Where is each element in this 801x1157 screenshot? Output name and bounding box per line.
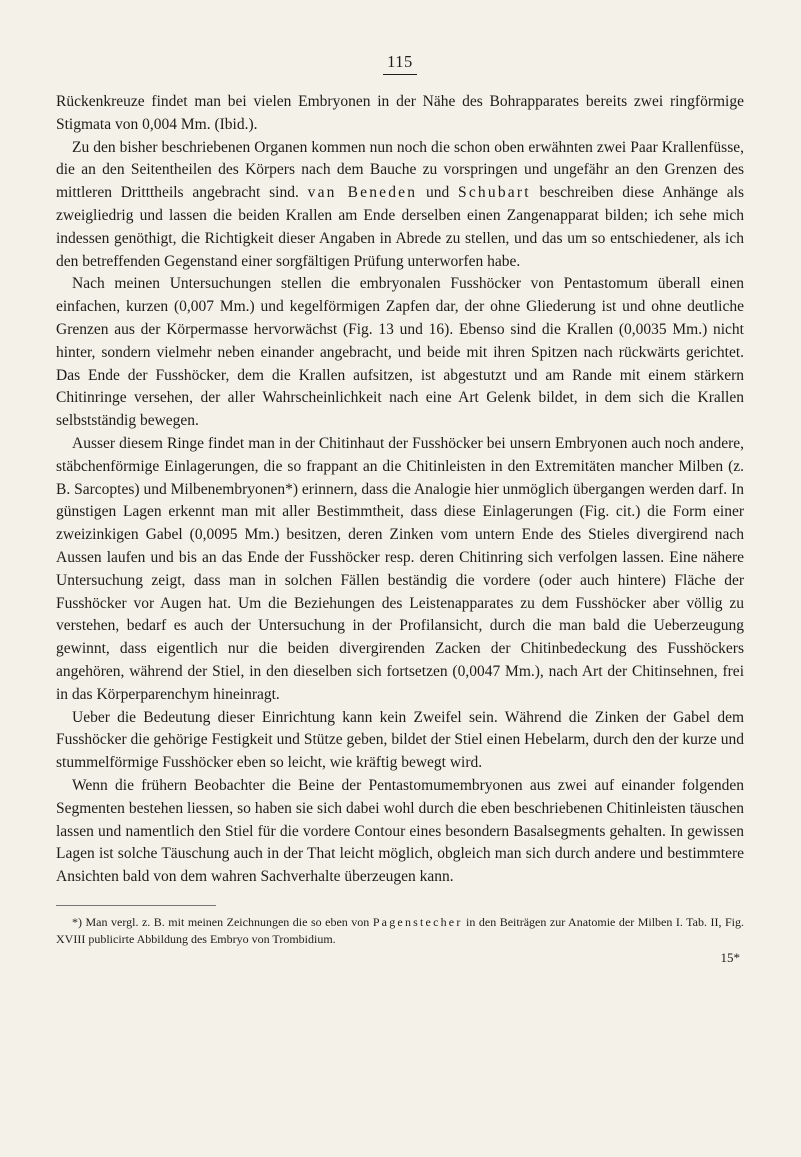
- page-number: 115: [56, 52, 744, 75]
- paragraph-4: Ausser diesem Ringe findet man in der Chitinhaut der Fusshöcker bei unsern Embryonen auch noch andere, stäbchenförmige Einlagerungen, die so frappant an die Chitinleisten in den Extremitäten mancher Milben (z. B. Sarcoptes) und Milbenembryonen*) erinnern, dass die Analogie hier unmöglich übergangen werden darf. In günstigen Lagen erkennt man mit aller Bestimmtheit, dass diese Einlagerungen (Fig. cit.) die Form einer zweizinkigen Gabel (0,0095 Mm.) besitzen, deren Zinken vom untern Ende des Stieles divergirend nach Aussen laufen und bis an das Ende der Fusshöcker resp. deren Chitinring sich verfolgen lassen. Eine nähere Untersuchung zeigt, dass man in solchen Fällen beständig die vordere (oder auch hintere) Fläche der Fusshöcker vor Augen hat. Um die Beziehungen des Leistenapparates zu dem Fusshöcker aber völlig zu verstehen, bedarf es auch der Untersuchung in der Profilansicht, durch die man bald die Ueberzeugung gewinnt, dass eigentlich nur die beiden divergirenden Zacken der Chitinbedeckung des Fusshöckers angehören, während der Stiel, in den dieselben sich fortsetzen (0,0047 Mm.), nach Art der Chitinsehnen, frei in das Körperparenchym hineinragt.: [56, 434, 744, 703]
- paragraph-2-text-c: beschreiben diese Anhänge als zweigliedrig und lassen die beiden Krallen am Ende derselben einen Zangenapparat bilden; ich sehe mich indessen genöthigt, die Richtigkeit dieser Angaben in Abrede zu stellen, und das um so entschiedener, als ich den betreffenden Gegenstand einer sorgfältigen Prüfung unterworfen habe.: [56, 184, 745, 270]
- paragraph-3: Nach meinen Untersuchungen stellen die embryonalen Fusshöcker von Pentastomum überall einen einfachen, kurzen (0,007 Mm.) und kegelförmigen Zapfen dar, der ohne Gliederung ist und ohne deutliche Grenzen aus der Körpermasse hervorwächst (Fig. 13 und 16). Ebenso sind die Krallen (0,0035 Mm.) nicht hinter, sondern vielmehr neben einander angebracht, und beide mit ihren Spitzen nach rückwärts gerichtet. Das Ende der Fusshöcker, dem die Krallen aufsitzen, ist abgestutzt und am Rande mit einem stärkern Chitinringe versehen, der aller Wahrscheinlichkeit nach eine Art Gelenk bildet, in dem sich die Krallen selbstständig bewegen.: [56, 275, 744, 430]
- paragraph-5: Ueber die Bedeutung dieser Einrichtung kann kein Zweifel sein. Während die Zinken der Gabel dem Fusshöcker die gehörige Festigkeit und Stütze geben, bildet der Stiel einen Hebelarm, durch den der kurze und stummelförmige Fusshöcker eben so leicht, wie kräftig bewegt wird.: [56, 708, 744, 772]
- footnote: [56, 914, 744, 948]
- author-pagenstecher: Pagenstecher: [372, 914, 463, 929]
- paragraph-1: Rückenkreuze findet man bei vielen Embryonen in der Nähe des Bohrapparates bereits zwei ringförmige Stigmata von 0,004 Mm. (Ibid.).: [56, 93, 744, 133]
- paragraph-2-text-b: und: [417, 184, 459, 202]
- paragraph-6: Wenn die frühern Beobachter die Beine der Pentastomumembryonen aus zwei auf einander folgenden Segmenten bestehen liessen, so haben sie sich dabei wohl durch die eben beschriebenen Chitinleisten täuschen lassen und namentlich den Stiel für die vordere Contour eines besondern Basalsegments gehalten. In gewissen Lagen ist solche Täuschung auch in der That leicht möglich, obgleich man sich durch andere und bestimmtere Ansichten bald von dem wahren Sachverhalte überzeugen kann.: [56, 776, 744, 886]
- footnote-text-b: in den Beiträgen zur Anatomie der Milben I. Tab. II, Fig. XVIII publicirte Abbildung des Embryo von Trombidium.: [56, 914, 744, 946]
- sheet-signature: 15*: [720, 949, 740, 965]
- book-page: [56, 52, 744, 966]
- author-schubart: Schubart: [458, 184, 531, 202]
- paragraph-2: [56, 137, 744, 274]
- author-van-beneden: van Beneden: [307, 184, 418, 202]
- paragraph-2-text-a: Zu den bisher beschriebenen Organen kommen nun noch die schon oben erwähnten zwei Paar Krallenfüsse, die an den Seitentheilen des Körpers nach dem Bauche zu vorspringen und ungefähr an den Grenzen des mittleren Dritttheils angebracht sind.: [56, 138, 744, 202]
- footnote-text-a: *) Man vergl. z. B. mit meinen Zeichnungen die so eben von: [72, 914, 373, 929]
- footnote-divider: [56, 905, 216, 906]
